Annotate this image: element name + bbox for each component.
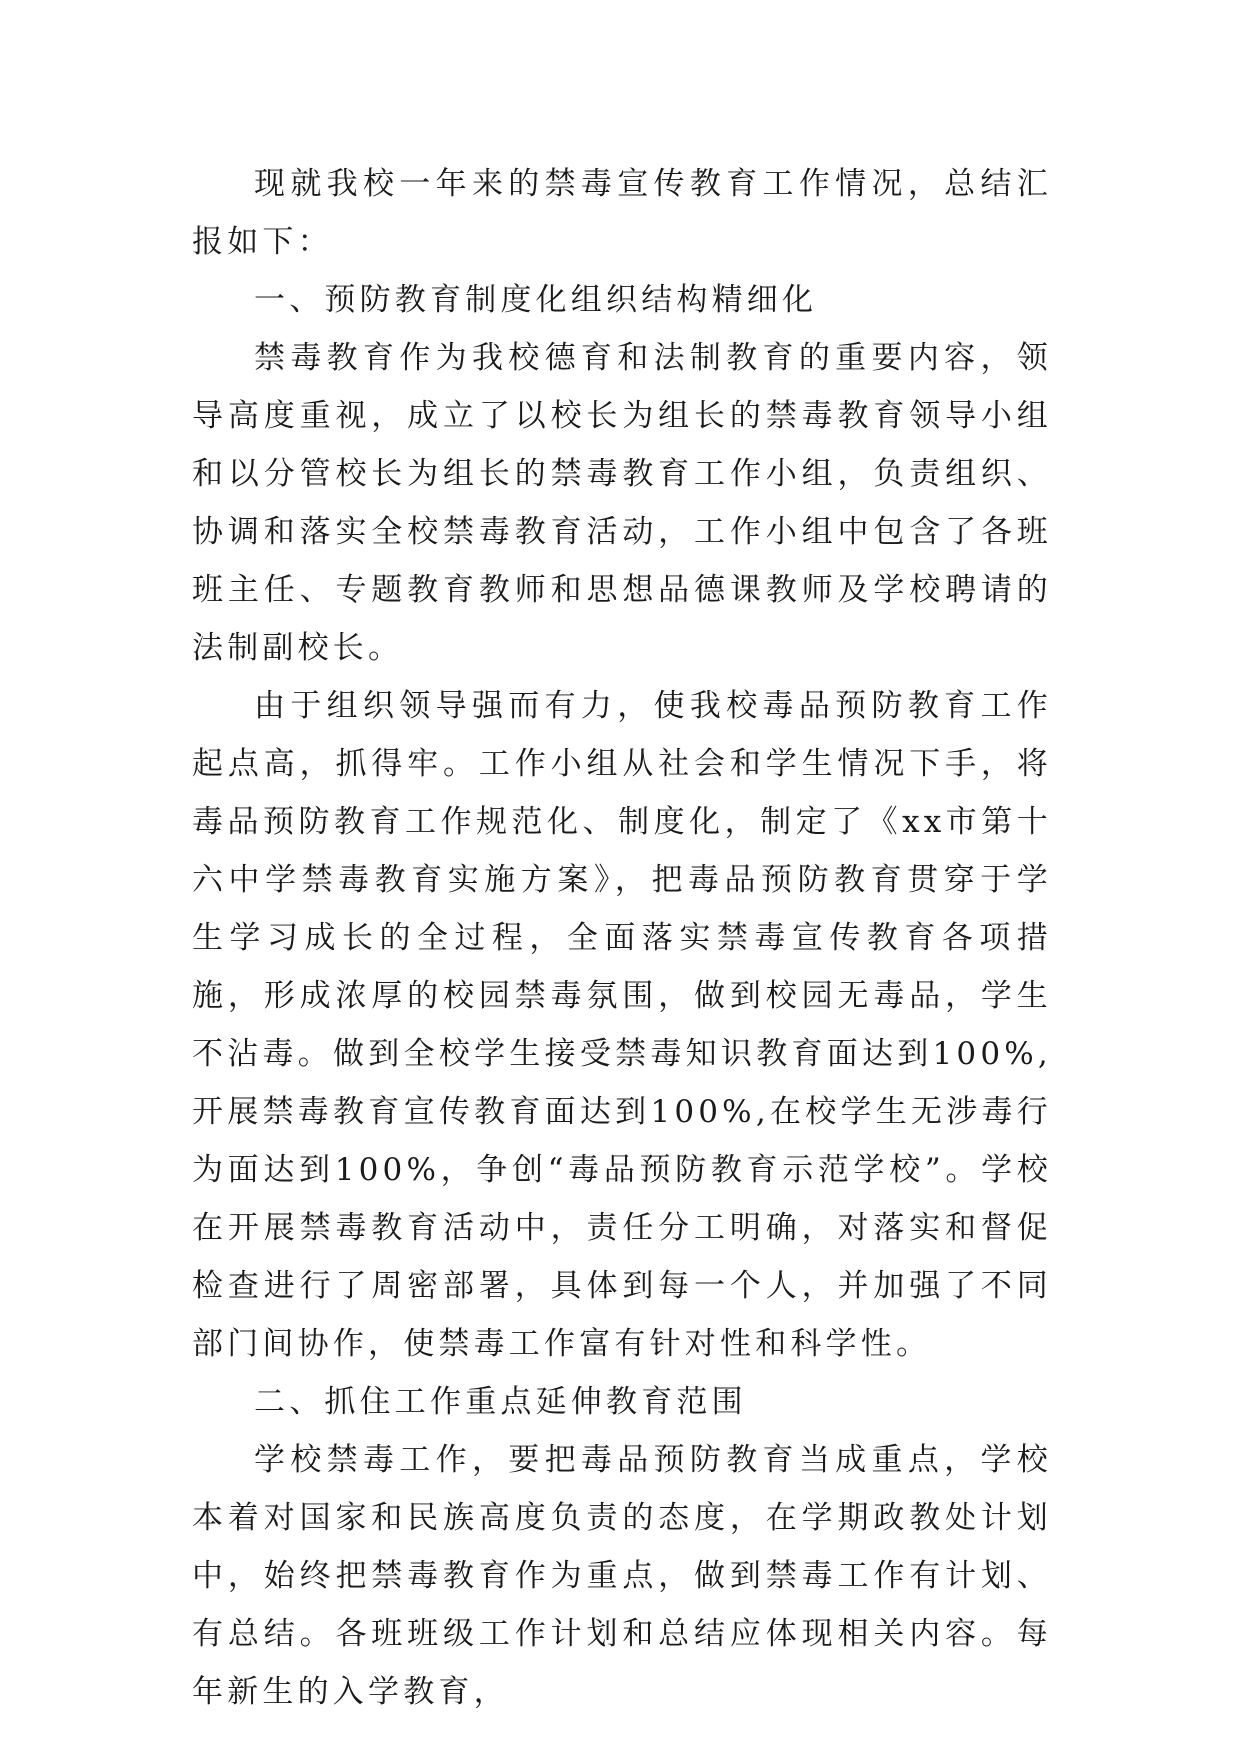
section-heading-1: 一、预防教育制度化组织结构精细化 — [254, 282, 818, 318]
body-paragraph: 禁毒教育作为我校德育和法制教育的重要内容，领导高度重视，成立了以校长为组长的禁毒教育领导小组和以分管校长为组长的禁毒教育工作小组，负责组织、协调和落实全校禁毒教育活动，工作小组中包含了各班班主任、专题教育教师和思想品德课教师及学校聘请的法制副校长。 — [192, 340, 1052, 666]
intro-paragraph: 现就我校一年来的禁毒宣传教育工作情况，总结汇报如下： — [192, 166, 1052, 260]
body-paragraph: 由于组织领导强而有力，使我校毒品预防教育工作起点高，抓得牢。工作小组从社会和学生情况下手，将毒品预防教育工作规范化、制度化，制定了《xx市第十六中学禁毒教育实施方案》，把毒品预防教育贯穿于学生学习成长的全过程，全面落实禁毒宣传教育各项措施，形成浓厚的校园禁毒氛围，做到校园无毒品，学生不沾毒。做到全校学生接受禁毒知识教育面达到100%,开展禁毒教育宣传教育面达到100%,在校学生无涉毒行为面达到100%，争创“毒品预防教育示范学校”。学校在开展禁毒教育活动中，责任分工明确，对落实和督促检查进行了周密部署，具体到每一个人，并加强了不同部门间协作，使禁毒工作富有针对性和科学性。 — [192, 688, 1052, 1362]
body-paragraph: 学校禁毒工作，要把毒品预防教育当成重点，学校本着对国家和民族高度负责的态度，在学期政教处计划中，始终把禁毒教育作为重点，做到禁毒工作有计划、有总结。各班班级工作计划和总结应体现相关内容。每年新生的入学教育， — [192, 1442, 1052, 1710]
section-heading-2: 二、抓住工作重点延伸教育范围 — [254, 1384, 747, 1420]
document-body — [192, 155, 1052, 1721]
